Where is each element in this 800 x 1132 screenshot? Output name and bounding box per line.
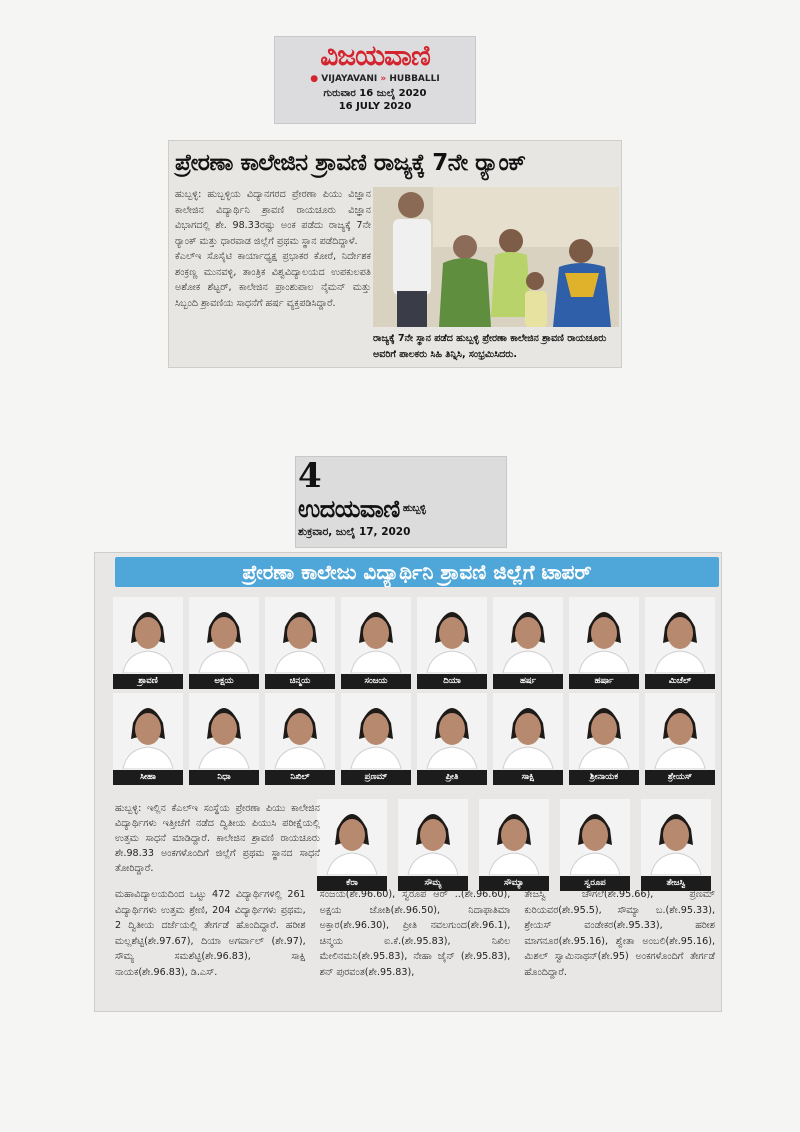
student-tile — [317, 799, 387, 891]
article-paragraph: ಹುಬ್ಬಳ್ಳಿ: ಹುಬ್ಬಳ್ಳಿಯ ವಿದ್ಯಾನಗರದ ಪ್ರೇರಣಾ ಪಿಯು ವಿಜ್ಞಾನ ಕಾಲೇಜಿನ ವಿದ್ಯಾರ್ಥಿನಿ ಶ್ರಾವಣಿ ರಾಯಚೂರು ವಿಜ್ಞಾನ ವಿಭಾಗದಲ್ಲಿ ಶೇ. 98.33ರಷ್ಟು ಅಂಕ ಪಡೆದು ರಾಜ್ಯಕ್ಕೆ 7ನೇ ರ್‍ಯಾಂಕ್ ಮತ್ತು ಧಾರವಾಡ ಜಿಲ್ಲೆಗೆ ಪ್ರಥಮ ಸ್ಥಾನ ಪಡೆದಿದ್ದಾಳೆ. — [175, 189, 371, 247]
student-photo — [417, 597, 487, 673]
student-name: ತೇಜಸ್ವಿ — [641, 876, 711, 891]
student-name: ಚಿನ್ಮಯ — [265, 674, 335, 689]
date-english: 16 JULY 2020 — [338, 101, 412, 112]
student-tile — [189, 693, 259, 785]
student-name: ಶ್ರೀನಾಯಕ — [569, 770, 639, 785]
student-name: ಪ್ರಣಮ್ — [341, 770, 411, 785]
student-photo — [113, 597, 183, 673]
student-photo — [493, 597, 563, 673]
student-tile — [560, 799, 630, 891]
student-photo — [265, 597, 335, 673]
student-photo — [189, 693, 259, 769]
student-photo — [645, 693, 715, 769]
student-tile — [645, 693, 715, 785]
edition-line — [275, 73, 475, 85]
student-name: ಶ್ರಾವಣಿ — [113, 674, 183, 689]
date-line: ಶುಕ್ರವಾರ, ಜುಲೈ 17, 2020 — [298, 526, 411, 538]
vijayavani-logo: ವಿಜಯವಾಣಿ — [320, 39, 430, 72]
student-tile — [569, 597, 639, 689]
results-column: ಮಹಾವಿದ್ಯಾಲಯದಿಂದ ಒಟ್ಟು 472 ವಿದ್ಯಾರ್ಥಿಗಳಲ್ಲಿ 261 ವಿದ್ಯಾರ್ಥಿಗಳು ಉತ್ತಮ ಶ್ರೇಣಿ, 204 ವಿದ್ಯಾರ್ಥಿಗಳು ಪ್ರಥಮ, 2 ದ್ವಿತೀಯ ದರ್ಜೆಯಲ್ಲಿ ತೇರ್ಗಡೆ ಹೊಂದಿದ್ದಾರೆ. ಹರೀಶ ಮಲ್ಲಶೆಟ್ಟಿ(ಶೇ.97.67), ದಿಯಾ ಅಗರ್ವಾಲ್ (ಶೇ.97), ಸೌಮ್ಯ ಸಮಶೆಟ್ಟಿ(ಶೇ.96.83), ಸಾಕ್ಷಿ ನಾಯಕ(ಶೇ.96.83), ಡಿ.ಎಸ್. — [115, 889, 306, 978]
student-photo — [417, 693, 487, 769]
bullet-icon: ● — [310, 74, 319, 84]
student-name: ಸಾಕ್ಷಿ — [493, 770, 563, 785]
student-name: ಮಿಚೆಲ್ — [645, 674, 715, 689]
student-name: ಹರ್ಷ — [493, 674, 563, 689]
student-photo — [317, 799, 387, 875]
student-photo — [265, 693, 335, 769]
student-tile — [641, 799, 711, 891]
article-results — [115, 887, 715, 1007]
student-photo — [569, 693, 639, 769]
article-headline: ಪ್ರೇರಣಾ ಕಾಲೇಜಿನ ಶ್ರಾವಣಿ ರಾಜ್ಯಕ್ಕೆ 7ನೇ ರ್‍ಯಾಂಕ್ — [175, 150, 526, 176]
student-name: ನಿಖಿಲ್ — [265, 770, 335, 785]
student-name: ಹರ್ಷಾ — [569, 674, 639, 689]
student-tile — [398, 799, 468, 891]
student-tile — [417, 693, 487, 785]
student-photo — [569, 597, 639, 673]
student-photo — [398, 799, 468, 875]
student-name: ಸ್ವರೂಪ — [560, 876, 630, 891]
udayavani-logo — [298, 495, 425, 523]
article-intro: ಹುಬ್ಬಳ್ಳಿ: ಇಲ್ಲಿನ ಕೆಎಲ್ಇ ಸಂಸ್ಥೆಯ ಪ್ರೇರಣಾ ಪಿಯು ಕಾಲೇಜಿನ ವಿದ್ಯಾರ್ಥಿಗಳು ಇತ್ತೀಚೆಗೆ ನಡೆದ ದ್ವಿತೀಯ ಪಿಯುಸಿ ಪರೀಕ್ಷೆಯಲ್ಲಿ ಉತ್ತಮ ಸಾಧನೆ ಮಾಡಿದ್ದಾರೆ. ಕಾಲೇಜಿನ ಶ್ರಾವಣಿ ರಾಯಚೂರು ಶೇ.98.33 ಅಂಕಗಳೊಂದಿಗೆ ಜಿಲ್ಲೆಗೆ ಪ್ರಥಮ ಸ್ಥಾನದ ಸಾಧನೆ ತೋರಿದ್ದಾರೆ. — [115, 803, 320, 874]
student-tile — [113, 597, 183, 689]
student-tile — [569, 693, 639, 785]
article-paragraph: ಕೆಎಲ್ಇ ಸೊಸೈಟಿ ಕಾರ್ಯಾಧ್ಯಕ್ಷ ಪ್ರಭಾಕರ ಕೋರೆ, ನಿರ್ದೇಶಕ ಶಂಕ್ರಣ್ಣ ಮುನವಳ್ಳಿ, ತಾಂತ್ರಿಕ ವಿಶ್ವವಿದ್ಯಾಲಯದ ಉಪಕುಲಪತಿ ಅಶೋಕ ಶೆಟ್ಟರ್, ಕಾಲೇಜಿನ ಪ್ರಾಂಶುಪಾಲ ನೈಮನ್ ಮತ್ತು ಸಿಬ್ಬಂದಿ ಶ್ರಾವಣಿಯ ಸಾಧನೆಗೆ ಹರ್ಷ ವ್ಯಕ್ತಪಡಿಸಿದ್ದಾರೆ. — [175, 251, 371, 309]
student-tile — [341, 693, 411, 785]
article-headline: ಪ್ರೇರಣಾ ಕಾಲೇಜು ವಿದ್ಯಾರ್ಥಿನಿ ಶ್ರಾವಣಿ ಜಿಲ್ಲೆಗೆ ಟಾಪರ್ — [115, 557, 719, 587]
student-tile — [341, 597, 411, 689]
student-photo — [493, 693, 563, 769]
results-column: ತೇಜಸ್ವಿ ಚೌಗಲೆ(ಶೇ.95.66), ಪ್ರಣಮ್ ಕುರಿಯವರ(ಶೇ.95.5), ಸೌಮ್ಯಾ ಬ.(ಶೇ.95.33), ಶ್ರೇಯಸ್ ವಂಡೇಕರ(ಶೇ.95.33), ಹರೀಶ ಮಾಗನೂರ(ಶೇ.95.16), ಶ್ವೇತಾ ಅಂಬಲಿ(ಶೇ.95.16), ಮಿಶಲ್ ಸ್ವಾಮಿನಾಥನ್(ಶೇ.95) ಅಂಕಗಳೊಂದಿಗೆ ತೇರ್ಗಡೆ ಹೊಂದಿದ್ದಾರೆ. — [524, 889, 715, 978]
photo-caption: ರಾಜ್ಯಕ್ಕೆ 7ನೇ ಸ್ಥಾನ ಪಡೆದ ಹುಬ್ಬಳ್ಳಿ ಪ್ರೇರಣಾ ಕಾಲೇಜಿನ ಶ್ರಾವಣಿ ರಾಯಚೂರು ಅವರಿಗೆ ಪಾಲಕರು ಸಿಹಿ ತಿನ್ನಿಸಿ, ಸಂಭ್ರಮಿಸಿದರು. — [373, 333, 607, 360]
student-name: ಅಕ್ಷಯ — [189, 674, 259, 689]
edition-city: HUBBALLI — [389, 74, 440, 84]
student-name: ಶ್ರೇಯಸ್ — [645, 770, 715, 785]
student-tile — [493, 597, 563, 689]
student-photo — [113, 693, 183, 769]
student-tile — [113, 693, 183, 785]
student-tile — [493, 693, 563, 785]
student-name: ಸಂಜಯ — [341, 674, 411, 689]
udayavani-logo-text: ಉದಯವಾಣಿ — [298, 495, 400, 523]
edition-city: ಹುಬ್ಬಳ್ಳಿ — [402, 503, 426, 514]
student-tile — [645, 597, 715, 689]
article-toppers — [94, 552, 722, 1012]
student-name: ಸೀಹಾ — [113, 770, 183, 785]
student-photo — [645, 597, 715, 673]
student-tile — [417, 597, 487, 689]
student-name: ದಿಯಾ — [417, 674, 487, 689]
student-name: ಸೌಮ್ಯಾ — [479, 876, 549, 891]
article-shravani-rank — [168, 140, 622, 368]
student-name: ನಿಧಾ — [189, 770, 259, 785]
student-tile — [189, 597, 259, 689]
date-kannada: ಗುರುವಾರ 16 ಜುಲೈ 2020 — [323, 88, 427, 99]
results-column: ಸಂಜಯ(ಶೇ.96.60), ಸ್ವರೂಪ ಆರ್ ..(ಶೇ.96.60), ಅಕ್ಷಯ ಜೋಶಿ(ಶೇ.96.50), ನಿದಾಫಾತಿಮಾ ಅಕ್ತಾರ(ಶೇ.96.30), ಪ್ರೀತಿ ನವಲಗುಂದ(ಶೇ.96.1), ಚಿನ್ಮಯ ಐ.ಕೆ.(ಶೇ.95.83), ನಿಖಿಲ ಮೇಲಿನಮನಿ(ಶೇ.95.83), ನೇಹಾ ಜೈನ್ (ಶೇ.95.83), ಶನ್ ಪುರವಂತ(ಶೇ.95.83), — [319, 889, 511, 978]
student-photo — [479, 799, 549, 875]
student-tile — [479, 799, 549, 891]
student-tile — [265, 693, 335, 785]
student-photo — [560, 799, 630, 875]
student-photo — [341, 597, 411, 673]
udayavani-masthead — [295, 456, 507, 548]
family-photo-illustration — [373, 187, 619, 327]
vijayavani-masthead — [274, 36, 476, 124]
student-photo — [641, 799, 711, 875]
family-photo — [373, 187, 619, 327]
student-name: ಸೌಮ್ಯ — [398, 876, 468, 891]
student-tile — [265, 597, 335, 689]
chevron-right-icon: » — [380, 74, 387, 84]
article-body — [175, 187, 371, 363]
page-number: 4 — [298, 456, 322, 496]
student-name: ಪ್ರೀತಿ — [417, 770, 487, 785]
student-photo — [189, 597, 259, 673]
student-name: ಕೆರಾ — [317, 876, 387, 891]
edition-paper: VIJAYAVANI — [321, 74, 378, 84]
student-photo — [341, 693, 411, 769]
